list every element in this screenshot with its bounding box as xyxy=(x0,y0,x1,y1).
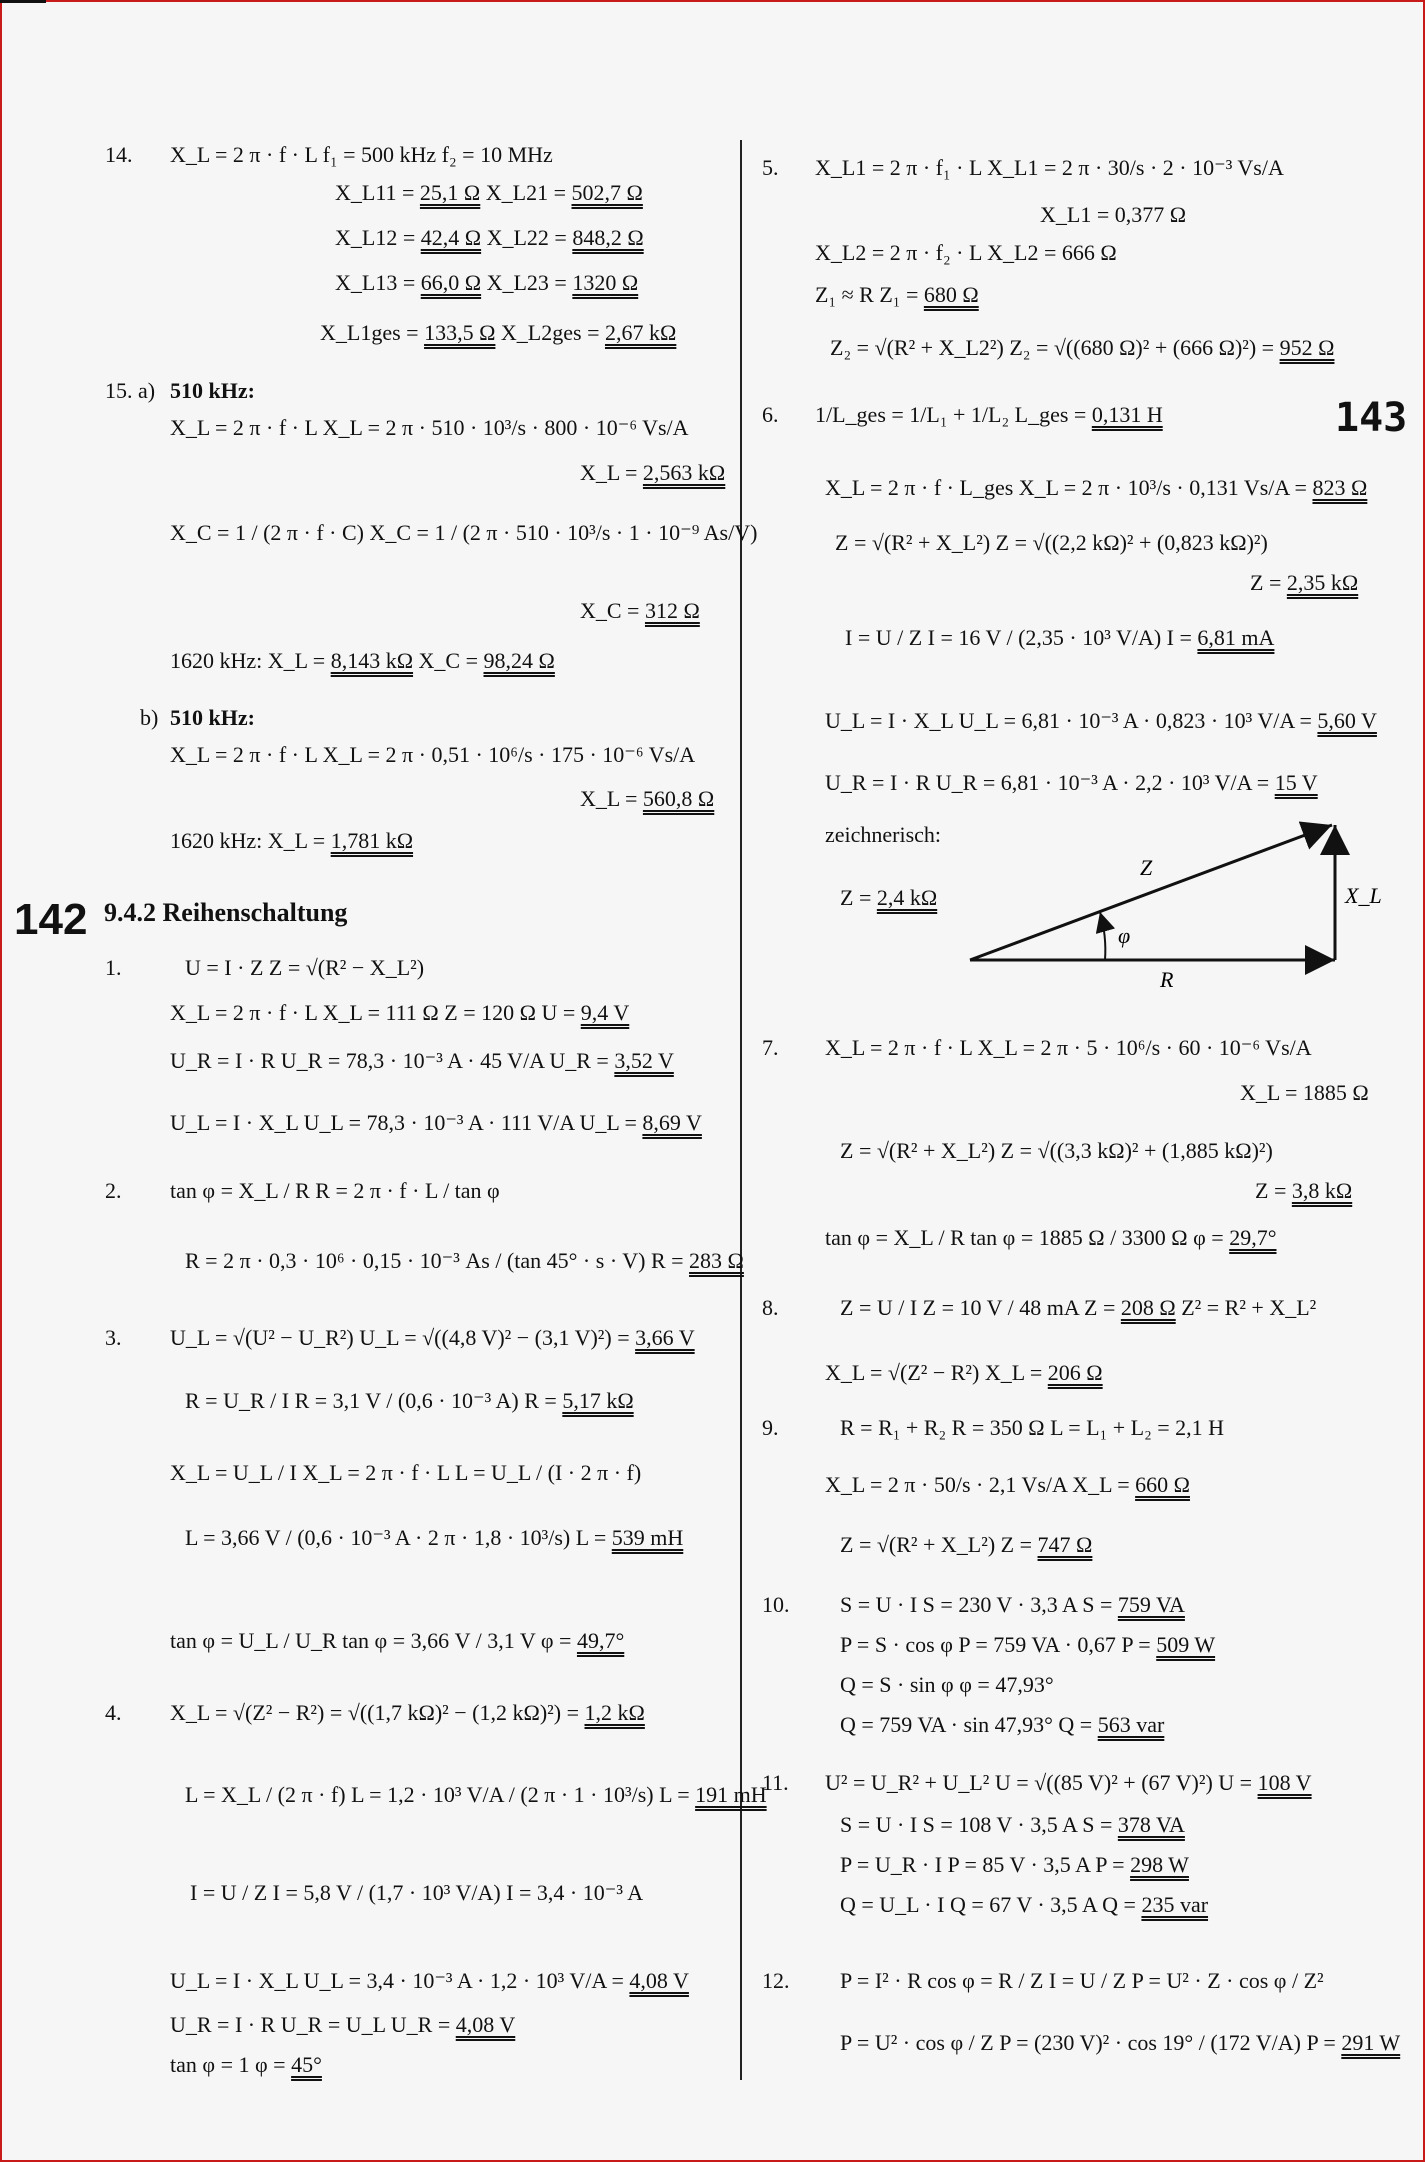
equation-text: X_C = xyxy=(580,598,645,623)
equation-text: I = U / Z I = 5,8 V / (1,7 · 10³ V/A) I = 3,4 · 10⁻³ A xyxy=(190,1880,644,1905)
equation-text: P = U² · cos φ / Z P = (230 V)² · cos 19° / (172 V/A) P = xyxy=(840,2030,1342,2055)
equation-text: X_L = 1885 Ω xyxy=(1240,1080,1369,1105)
equation-text: Z = U / I Z = 10 V / 48 mA Z = xyxy=(840,1295,1121,1320)
page-number-left: 142 xyxy=(14,895,88,944)
result-value: 291 W xyxy=(1341,2030,1401,2055)
phi-label: φ xyxy=(1118,923,1131,948)
result-value: 747 Ω xyxy=(1037,1532,1093,1557)
equation-line xyxy=(840,1532,1092,1558)
z-vector xyxy=(970,825,1332,960)
result-value: 42,4 Ω xyxy=(420,225,482,250)
equation-line xyxy=(840,1892,1208,1918)
result-value: 1320 Ω xyxy=(572,270,639,295)
equation-line xyxy=(580,460,725,486)
result-value: 848,2 Ω xyxy=(572,225,644,250)
equation-line xyxy=(170,742,695,768)
result-value: 191 mH xyxy=(695,1782,767,1807)
equation-line xyxy=(170,415,689,441)
equation-text: X_L1 = 0,377 Ω xyxy=(1040,202,1187,227)
equation-text: U_R = I · R U_R = U_L U_R = xyxy=(170,2012,456,2037)
result-value: 3,8 kΩ xyxy=(1291,1178,1353,1203)
equation-text: X_L22 = xyxy=(481,225,573,250)
result-value: 4,08 V xyxy=(629,1968,689,1993)
equation-text: R = U_R / I R = 3,1 V / (0,6 · 10⁻³ A) R = xyxy=(185,1388,563,1413)
result-value: 45° xyxy=(291,2052,322,2077)
result-value: 235 var xyxy=(1141,1892,1209,1917)
equation-line xyxy=(825,1225,1277,1251)
equation-line xyxy=(1250,570,1358,596)
equation-line xyxy=(845,625,1274,651)
result-value: 29,7° xyxy=(1229,1225,1277,1250)
equation-text: X_L = 2 π · f · L_ges X_L = 2 π · 10³/s · 0,131 Vs/A = xyxy=(825,475,1313,500)
equation-text: P = I² · R cos φ = R / Z I = U / Z P = U² · Z · cos φ / Z² xyxy=(840,1968,1324,1993)
equation-text: U_L = √(U² − U_R²) U_L = √((4,8 V)² − (3,1 V)²) = xyxy=(170,1325,636,1350)
equation-line xyxy=(185,955,424,981)
result-value: 49,7° xyxy=(576,1628,625,1653)
equation-line xyxy=(170,1460,641,1486)
equation-text: U_L = I · X_L U_L = 6,81 · 10⁻³ A · 0,823 · 10³ V/A = xyxy=(825,708,1318,733)
equation-text: Z = xyxy=(840,885,877,910)
r-label: R xyxy=(1160,967,1174,992)
result-value: 9,4 V xyxy=(580,1000,630,1025)
result-value: 2,563 kΩ xyxy=(642,460,726,485)
equation-text: tan φ = X_L / R tan φ = 1885 Ω / 3300 Ω φ = xyxy=(825,1225,1230,1250)
problem-number: 1. xyxy=(105,955,122,980)
result-value: 5,17 kΩ xyxy=(562,1388,634,1413)
result-value: 206 Ω xyxy=(1047,1360,1103,1385)
equation-line xyxy=(185,1248,744,1274)
problem-number: 8. xyxy=(762,1295,779,1320)
result-value: 509 W xyxy=(1156,1632,1216,1657)
result-value: 66,0 Ω xyxy=(420,270,482,295)
result-value: 1,2 kΩ xyxy=(584,1700,645,1725)
result-value: 2,67 kΩ xyxy=(604,320,677,345)
equation-text: X_C = xyxy=(413,648,484,673)
equation-text: X_L = 2 π · f · L f₁ = 500 kHz f₂ = 10 MHz xyxy=(170,142,553,167)
equation-text: X_L13 = xyxy=(335,270,421,295)
equation-line xyxy=(825,475,1367,501)
equation-text: U_L = I · X_L U_L = 3,4 · 10⁻³ A · 1,2 · 10³ V/A = xyxy=(170,1968,630,1993)
equation-text: X_L2 = 2 π · f₂ · L X_L2 = 666 Ω xyxy=(815,240,1117,265)
equation-line xyxy=(840,1968,1324,1994)
result-value: 2,4 kΩ xyxy=(876,885,938,910)
equation-text: X_L11 = xyxy=(335,180,420,205)
result-value: 1,781 kΩ xyxy=(330,828,414,853)
equation-text: X_L1ges = xyxy=(320,320,425,345)
equation-line xyxy=(825,822,941,848)
result-value: 25,1 Ω xyxy=(419,180,481,205)
result-value: 298 W xyxy=(1130,1852,1189,1877)
equation-line xyxy=(170,1110,702,1136)
equation-line xyxy=(170,828,413,854)
equation-text: 510 kHz: xyxy=(170,705,255,730)
equation-line xyxy=(840,1672,1054,1698)
equation-text: X_L = √(Z² − R²) = √((1,7 kΩ)² − (1,2 kΩ)²) = xyxy=(170,1700,585,1725)
equation-line xyxy=(1255,1178,1352,1204)
equation-line xyxy=(185,1388,634,1414)
equation-text: tan φ = X_L / R R = 2 π · f · L / tan φ xyxy=(170,1178,500,1203)
problem-number: 14. xyxy=(105,142,133,167)
result-value: 680 Ω xyxy=(923,282,979,307)
problem-number: b) xyxy=(140,705,159,730)
equation-line xyxy=(840,2030,1400,2056)
equation-line xyxy=(185,1525,683,1551)
result-value: 312 Ω xyxy=(644,598,700,623)
equation-line xyxy=(825,1770,1312,1796)
equation-text: 1/L_ges = 1/L₁ + 1/L₂ L_ges = xyxy=(815,402,1092,427)
result-value: 15 V xyxy=(1274,770,1318,795)
equation-text: U_L = I · X_L U_L = 78,3 · 10⁻³ A · 111 V/A U_L = xyxy=(170,1110,643,1135)
equation-line xyxy=(825,708,1377,734)
equation-text: Z₁ ≈ R Z₁ = xyxy=(815,282,924,307)
z-label: Z xyxy=(1140,855,1153,880)
result-value: 8,69 V xyxy=(642,1110,702,1135)
equation-text: X_L1 = 2 π · f₁ · L X_L1 = 2 π · 30/s · 2 · 10⁻³ Vs/A xyxy=(815,155,1284,180)
equation-line xyxy=(840,1592,1185,1618)
equation-line xyxy=(170,1048,674,1074)
problem-number: 6. xyxy=(762,402,779,427)
equation-text: X_L = U_L / I X_L = 2 π · f · L L = U_L / (I · 2 π · f) xyxy=(170,1460,642,1485)
problem-number: 9. xyxy=(762,1415,779,1440)
result-value: 563 var xyxy=(1097,1712,1165,1737)
equation-text: tan φ = 1 φ = xyxy=(170,2052,292,2077)
equation-text: X_L = 2 π · f · L X_L = 2 π · 0,51 · 10⁶/s · 175 · 10⁻⁶ Vs/A xyxy=(170,742,696,767)
equation-text: X_L2ges = xyxy=(495,320,605,345)
equation-line xyxy=(320,320,676,346)
problem-number: 15. a) xyxy=(105,378,156,403)
problem-number: 12. xyxy=(762,1968,790,1993)
equation-line xyxy=(825,1360,1103,1386)
phi-arc xyxy=(1100,912,1105,960)
equation-line xyxy=(840,1812,1185,1838)
equation-text: 1620 kHz: X_L = xyxy=(170,648,331,673)
equation-line xyxy=(830,335,1334,361)
equation-text: S = U · I S = 230 V · 3,3 A S = xyxy=(840,1592,1118,1617)
result-value: 378 VA xyxy=(1117,1812,1185,1837)
xl-label: X_L xyxy=(1345,883,1382,908)
equation-text: X_L = 2 π · f · L X_L = 111 Ω Z = 120 Ω U = xyxy=(170,1000,581,1025)
equation-text: X_L = 2 π · f · L X_L = 2 π · 5 · 10⁶/s · 60 · 10⁻⁶ Vs/A xyxy=(825,1035,1312,1060)
result-value: 560,8 Ω xyxy=(642,786,715,811)
equation-line xyxy=(335,270,638,296)
equation-text: U² = U_R² + U_L² U = √((85 V)² + (67 V)²) U = xyxy=(825,1770,1258,1795)
problem-number: 10. xyxy=(762,1592,790,1617)
equation-text: P = S · cos φ P = 759 VA · 0,67 P = xyxy=(840,1632,1157,1657)
problem-number: 2. xyxy=(105,1178,122,1203)
result-value: 3,52 V xyxy=(614,1048,674,1073)
equation-text: X_C = 1 / (2 π · f · C) X_C = 1 / (2 π · 510 · 10³/s · 1 · 10⁻⁹ As/V) xyxy=(170,520,758,545)
equation-line xyxy=(335,180,643,206)
equation-line xyxy=(840,885,937,911)
equation-text: X_L = 2 π · f · L X_L = 2 π · 510 · 10³/s · 800 · 10⁻⁶ Vs/A xyxy=(170,415,689,440)
equation-line xyxy=(1240,1080,1369,1106)
equation-line xyxy=(840,1632,1215,1658)
equation-line xyxy=(170,2052,322,2078)
problem-number: 5. xyxy=(762,155,779,180)
result-value: 108 V xyxy=(1257,1770,1312,1795)
equation-line xyxy=(170,1968,689,1994)
equation-line xyxy=(190,1880,643,1906)
result-value: 283 Ω xyxy=(689,1248,744,1273)
equation-line xyxy=(840,1295,1316,1321)
equation-text: X_L = xyxy=(580,786,643,811)
result-value: 6,81 mA xyxy=(1197,625,1275,650)
equation-line xyxy=(825,1472,1190,1498)
equation-text: U_R = I · R U_R = 78,3 · 10⁻³ A · 45 V/A U_R = xyxy=(170,1048,615,1073)
equation-text: X_L12 = xyxy=(335,225,421,250)
equation-line xyxy=(335,225,644,251)
equation-text: Q = U_L · I Q = 67 V · 3,5 A Q = xyxy=(840,1892,1142,1917)
result-value: 660 Ω xyxy=(1135,1472,1190,1497)
equation-line xyxy=(580,786,714,812)
equation-text: X_L = xyxy=(580,460,643,485)
equation-line xyxy=(185,1782,767,1808)
phasor-diagram xyxy=(960,815,1382,992)
result-value: 539 mH xyxy=(611,1525,684,1550)
problem-number: 7. xyxy=(762,1035,779,1060)
result-value: 4,08 V xyxy=(455,2012,516,2037)
equation-text: P = U_R · I P = 85 V · 3,5 A P = xyxy=(840,1852,1131,1877)
equation-text: 510 kHz: xyxy=(170,378,255,403)
equation-text: Z = xyxy=(1255,1178,1292,1203)
problem-number: 3. xyxy=(105,1325,122,1350)
equation-line xyxy=(815,282,979,308)
equation-text: Z = xyxy=(1250,570,1287,595)
result-value: 98,24 Ω xyxy=(483,648,555,673)
equation-line xyxy=(835,530,1268,556)
result-value: 0,131 H xyxy=(1091,402,1163,427)
equation-line xyxy=(840,1852,1189,1878)
result-value: 2,35 kΩ xyxy=(1286,570,1359,595)
equation-text: I = U / Z I = 16 V / (2,35 · 10³ V/A) I = xyxy=(845,625,1198,650)
equation-line xyxy=(170,520,757,546)
result-value: 208 Ω xyxy=(1120,1295,1176,1320)
equation-line xyxy=(170,1628,624,1654)
equation-text: X_L = √(Z² − R²) X_L = xyxy=(825,1360,1048,1385)
equation-text: X_L21 = xyxy=(480,180,572,205)
equation-line xyxy=(825,1035,1312,1061)
result-value: 133,5 Ω xyxy=(424,320,496,345)
equation-line xyxy=(815,240,1117,266)
subheading xyxy=(170,378,255,404)
equation-text: Q = S · sin φ φ = 47,93° xyxy=(840,1672,1054,1697)
result-value: 5,60 V xyxy=(1317,708,1377,733)
equation-text: Z² = R² + X_L² xyxy=(1175,1295,1317,1320)
equation-text: U_R = I · R U_R = 6,81 · 10⁻³ A · 2,2 · 10³ V/A = xyxy=(825,770,1275,795)
equation-line xyxy=(580,598,700,624)
equation-line xyxy=(170,1178,500,1204)
equation-line xyxy=(170,1000,629,1026)
equation-line xyxy=(825,770,1318,796)
page-number-right: 143 xyxy=(1335,395,1408,441)
subheading xyxy=(170,705,255,731)
section-title: 9.4.2 Reihenschaltung xyxy=(104,898,348,927)
equation-line xyxy=(170,648,555,674)
equation-text: U = I · Z Z = √(R² − X_L²) xyxy=(185,955,425,980)
equation-line xyxy=(815,155,1284,181)
equation-text: X_L23 = xyxy=(481,270,573,295)
equation-line xyxy=(815,402,1163,428)
equation-line xyxy=(840,1138,1273,1164)
result-value: 952 Ω xyxy=(1279,335,1335,360)
equation-line xyxy=(840,1712,1164,1738)
equation-text: L = X_L / (2 π · f) L = 1,2 · 10³ V/A / (2 π · 1 · 10³/s) L = xyxy=(185,1782,696,1807)
equation-text: S = U · I S = 108 V · 3,5 A S = xyxy=(840,1812,1118,1837)
result-value: 8,143 kΩ xyxy=(330,648,414,673)
result-value: 3,66 V xyxy=(635,1325,695,1350)
equation-text: zeichnerisch: xyxy=(825,822,942,847)
equation-line xyxy=(840,1415,1224,1441)
equation-text: Z = √(R² + X_L²) Z = xyxy=(840,1532,1038,1557)
equation-text: Q = 759 VA · sin 47,93° Q = xyxy=(840,1712,1098,1737)
equation-line xyxy=(170,142,553,168)
equation-text: X_L = 2 π · 50/s · 2,1 Vs/A X_L = xyxy=(825,1472,1136,1497)
equation-text: R = R₁ + R₂ R = 350 Ω L = L₁ + L₂ = 2,1 H xyxy=(840,1415,1225,1440)
equation-line xyxy=(170,2012,515,2038)
problem-number: 11. xyxy=(762,1770,789,1795)
equation-text: tan φ = U_L / U_R tan φ = 3,66 V / 3,1 V φ = xyxy=(170,1628,577,1653)
equation-text: Z₂ = √(R² + X_L2²) Z₂ = √((680 Ω)² + (666 Ω)²) = xyxy=(830,335,1280,360)
equation-line xyxy=(1040,202,1186,228)
equation-text: R = 2 π · 0,3 · 10⁶ · 0,15 · 10⁻³ As / (tan 45° · s · V) R = xyxy=(185,1248,690,1273)
result-value: 823 Ω xyxy=(1312,475,1368,500)
equation-text: 1620 kHz: X_L = xyxy=(170,828,331,853)
result-value: 759 VA xyxy=(1117,1592,1185,1617)
problem-number: 4. xyxy=(105,1700,122,1725)
equation-text: Z = √(R² + X_L²) Z = √((2,2 kΩ)² + (0,823 kΩ)²) xyxy=(835,530,1268,555)
equation-line xyxy=(170,1700,645,1726)
equation-line xyxy=(170,1325,695,1351)
equation-text: L = 3,66 V / (0,6 · 10⁻³ A · 2 π · 1,8 · 10³/s) L = xyxy=(185,1525,612,1550)
result-value: 502,7 Ω xyxy=(571,180,643,205)
corner-mark xyxy=(0,0,46,3)
equation-text: Z = √(R² + X_L²) Z = √((3,3 kΩ)² + (1,885 kΩ)²) xyxy=(840,1138,1273,1163)
